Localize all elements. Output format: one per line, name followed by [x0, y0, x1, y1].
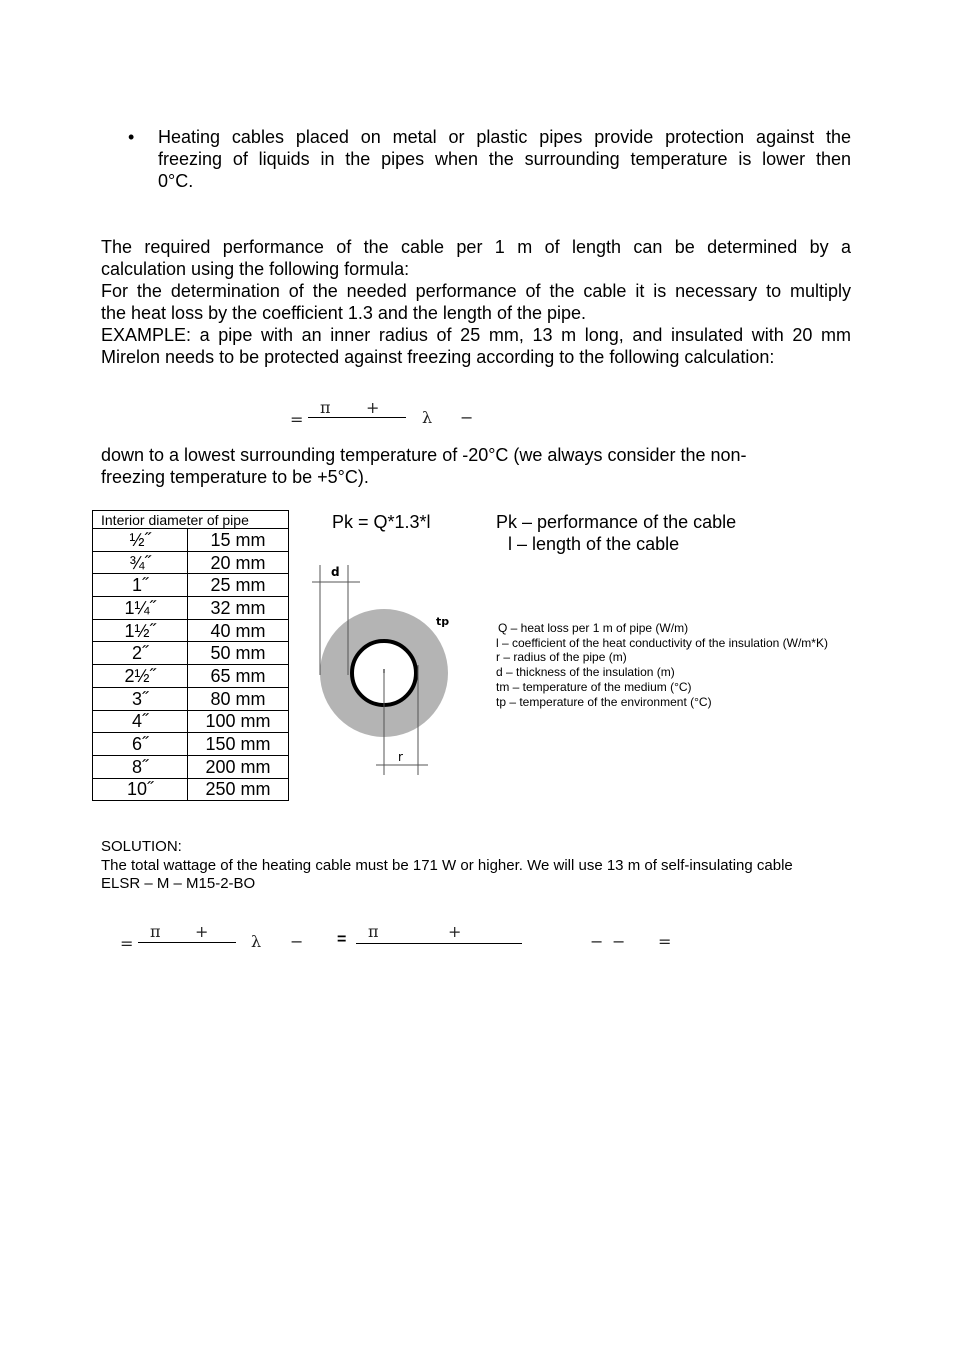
formula-1-lambda: λ: [422, 408, 433, 427]
pipe-size-mm: 40 mm: [188, 619, 289, 642]
formula-1-fraction-bar: [308, 417, 406, 418]
pipe-size-inches: 1˝: [93, 574, 188, 597]
formula-2-fraction-bar: [138, 942, 236, 943]
legend-line: l – coefficient of the heat conductivity of the insulation (W/m*K): [496, 636, 828, 650]
pipe-size-mm: 200 mm: [188, 755, 289, 778]
table-row: [93, 710, 289, 733]
formula-2-lambda: λ: [251, 932, 262, 951]
table-row: [93, 778, 289, 801]
pipe-size-mm: 80 mm: [188, 687, 289, 710]
pipe-size-inches: 10˝: [93, 778, 188, 801]
intro-line: the heat loss by the coefficient 1.3 and the length of the pipe.: [101, 303, 587, 323]
formula-2-equals: =: [120, 934, 134, 953]
formula-1-plus: +: [366, 398, 380, 417]
pipe-size-mm: 65 mm: [188, 665, 289, 688]
table-row: [93, 665, 289, 688]
pk-legend-line: l – length of the cable: [508, 534, 680, 554]
formula-2-minus: −: [290, 932, 304, 951]
pipe-size-mm: 32 mm: [188, 597, 289, 620]
pipe-size-inches: 2½˝: [93, 665, 188, 688]
pk-formula: Pk = Q*1.3*l: [332, 512, 431, 532]
formula-2-minus: −: [590, 932, 604, 951]
pipe-size-mm: 50 mm: [188, 642, 289, 665]
table-row: [93, 574, 289, 597]
formula-1-pi: π: [320, 398, 331, 417]
table-row: [93, 551, 289, 574]
r-label: r: [398, 750, 403, 764]
intro-line: calculation using the following formula:: [101, 259, 410, 279]
formula-2: [120, 922, 680, 956]
table-row: [93, 619, 289, 642]
temperature-note-line: freezing temperature to be +5°C).: [101, 467, 369, 487]
pipe-size-inches: 6˝: [93, 733, 188, 756]
pipe-size-mm: 150 mm: [188, 733, 289, 756]
formula-2-equals-bold: =: [337, 931, 347, 948]
d-label: d: [331, 565, 340, 579]
table-body: [93, 529, 289, 801]
legend-line: d – thickness of the insulation (m): [496, 665, 675, 679]
pipe-cross-section-diagram: [300, 555, 480, 785]
pipe-size-mm: 100 mm: [188, 710, 289, 733]
tp-label: tp: [436, 615, 450, 628]
solution-line: The total wattage of the heating cable must be 171 W or higher. We will use 13 m of self-insulating cable: [101, 857, 793, 874]
formula-2-pi: π: [150, 922, 161, 941]
formula-1: [290, 398, 490, 428]
bullet-line: Heating cables placed on metal or plastic pipes provide protection against the: [158, 127, 851, 147]
pipe-size-mm: 250 mm: [188, 778, 289, 801]
legend-line: tm – temperature of the medium (°C): [496, 680, 692, 694]
intro-line: EXAMPLE: a pipe with an inner radius of 25 mm, 13 m long, and insulated with 20 mm: [101, 325, 851, 345]
pipe-size-inches: 3˝: [93, 687, 188, 710]
temperature-note: [101, 444, 861, 488]
pipe-size-inches: 1¼˝: [93, 597, 188, 620]
pipe-size-inches: ½˝: [93, 529, 188, 552]
formula-2-minus: −: [612, 932, 626, 951]
legend-line: tp – temperature of the environment (°C): [496, 695, 712, 709]
legend-line: r – radius of the pipe (m): [496, 650, 627, 664]
formula-2-plus: +: [448, 922, 462, 941]
table-header: Interior diameter of pipe: [93, 511, 289, 529]
pipe-size-mm: 15 mm: [188, 529, 289, 552]
intro-line: Mirelon needs to be protected against freezing according to the following calculation:: [101, 347, 775, 367]
pipe-diameter-table: [92, 510, 289, 801]
table-row: [93, 755, 289, 778]
pipe-size-inches: 8˝: [93, 755, 188, 778]
bullet-icon: •: [128, 127, 135, 147]
formula-1-equals: =: [290, 410, 304, 429]
table-row: [93, 733, 289, 756]
bullet-line: 0°C.: [158, 171, 194, 191]
intro-line: For the determination of the needed performance of the cable it is necessary to multiply: [101, 281, 851, 301]
formula-2-pi: π: [368, 922, 379, 941]
table-row: [93, 687, 289, 710]
bullet-paragraph: [158, 126, 851, 192]
table-row: [93, 642, 289, 665]
pipe-size-mm: 20 mm: [188, 551, 289, 574]
formula-2-plus: +: [195, 922, 209, 941]
pipe-size-mm: 25 mm: [188, 574, 289, 597]
intro-paragraph: [101, 236, 851, 368]
pipe-size-inches: 1½˝: [93, 619, 188, 642]
temperature-note-line: down to a lowest surrounding temperature of -20°C (we always consider the non-: [101, 445, 747, 465]
solution-heading: SOLUTION:: [101, 838, 182, 855]
formula-2-equals: =: [658, 932, 672, 951]
bullet-line: freezing of liquids in the pipes when the surrounding temperature is lower then: [158, 149, 851, 169]
table-row: [93, 597, 289, 620]
legend-line: Q – heat loss per 1 m of pipe (W/m): [498, 621, 689, 635]
formula-1-minus: −: [460, 408, 474, 427]
pipe-size-inches: ¾˝: [93, 551, 188, 574]
pipe-size-inches: 2˝: [93, 642, 188, 665]
intro-line: The required performance of the cable per 1 m of length can be determined by a: [101, 237, 851, 257]
pk-legend-line: Pk – performance of the cable: [496, 512, 737, 532]
pipe-size-inches: 4˝: [93, 710, 188, 733]
table-row: [93, 529, 289, 552]
solution-line: ELSR – M – M15-2-BO: [101, 875, 256, 892]
formula-2-fraction-bar: [356, 943, 522, 944]
